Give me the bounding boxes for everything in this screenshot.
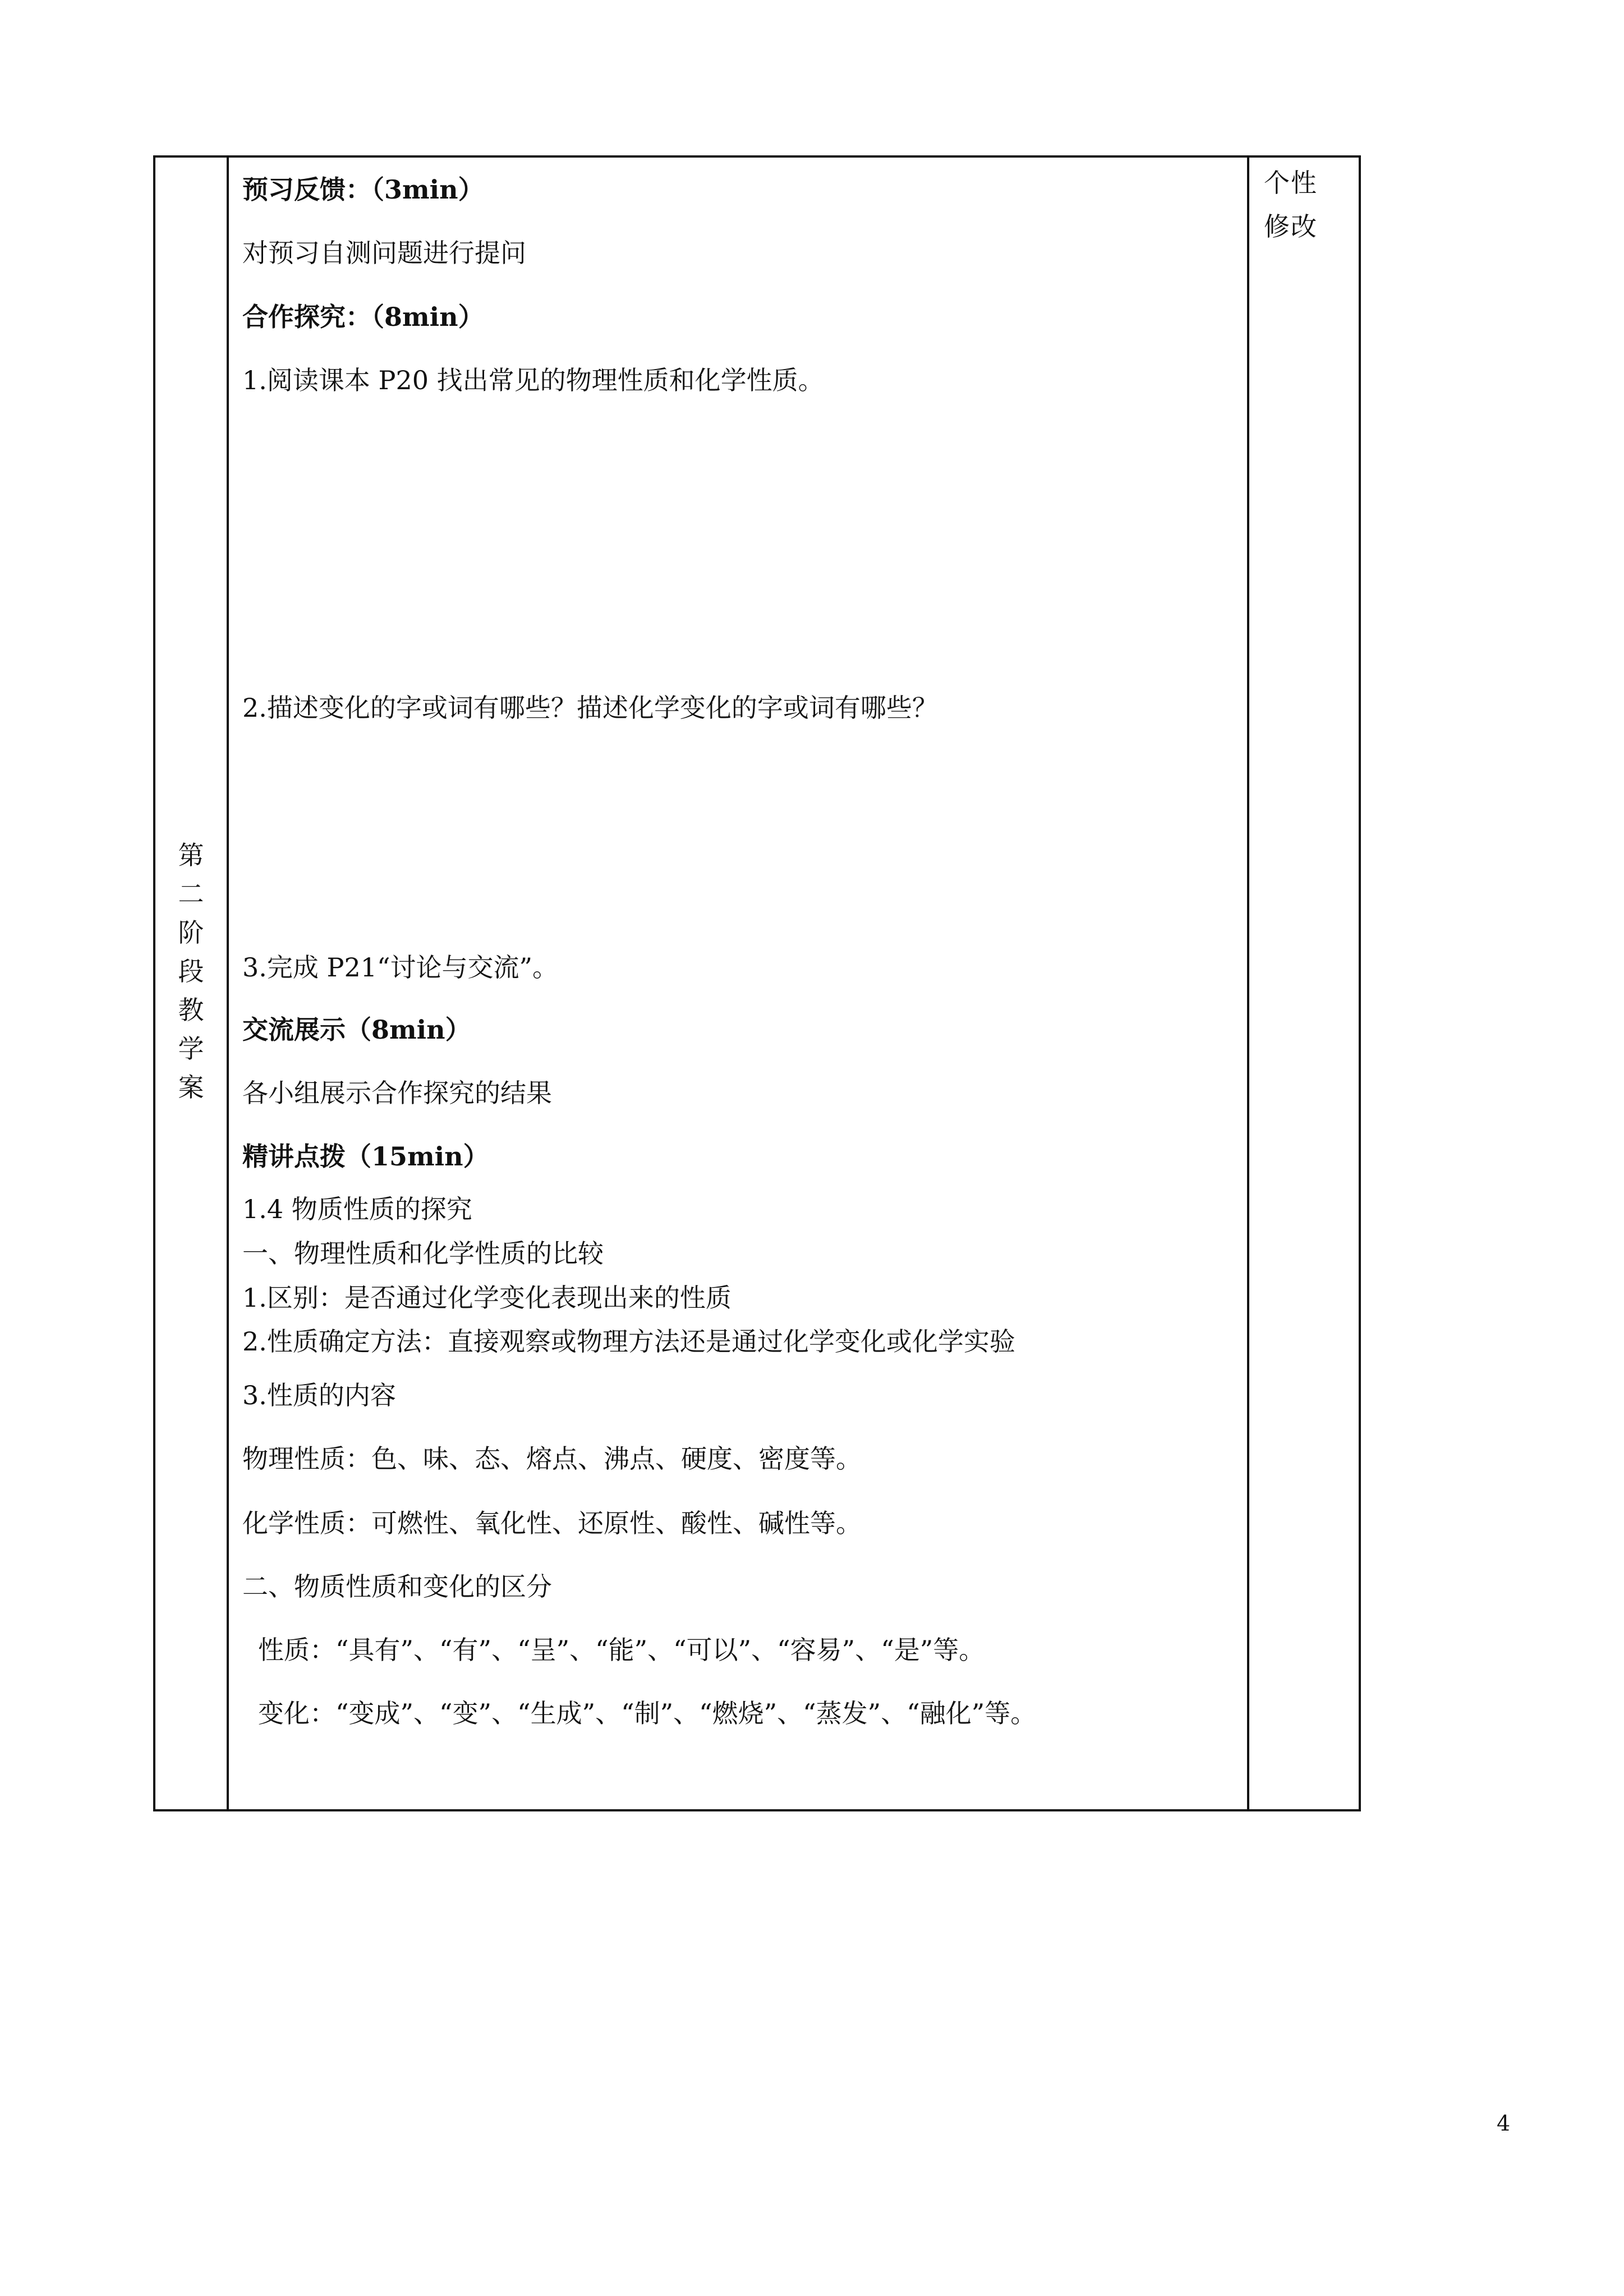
stage-label: [155, 836, 227, 1107]
lecture-line: 化学性质：可燃性、氧化性、还原性、酸性、碱性等。: [242, 1508, 862, 1538]
exchange-heading: 交流展示（8min）: [242, 1015, 471, 1045]
stage-column: [155, 158, 229, 1809]
notes-label-line: 修改: [1264, 211, 1318, 242]
lecture-heading: 精讲点拨（15min）: [242, 1141, 489, 1172]
lecture-line: 变化：“变成”、“变”、“生成”、“制”、“燃烧”、“蒸发”、“融化”等。: [258, 1698, 1037, 1728]
notes-column: [1247, 158, 1359, 1809]
cooperative-heading: 合作探究：（8min）: [242, 302, 484, 332]
exchange-text: 各小组展示合作探究的结果: [242, 1078, 552, 1108]
stage-label-char: 第: [178, 840, 204, 870]
lecture-line: 3.性质的内容: [242, 1380, 396, 1410]
preview-feedback-heading: 预习反馈：（3min）: [242, 174, 484, 205]
lecture-line: 物理性质：色、味、态、熔点、沸点、硬度、密度等。: [242, 1444, 862, 1474]
task-1: 1.阅读课本 P20 找出常见的物理性质和化学性质。: [242, 365, 824, 395]
page-number: 4: [1497, 2111, 1511, 2136]
lecture-line: 性质：“具有”、“有”、“呈”、“能”、“可以”、“容易”、“是”等。: [258, 1635, 985, 1665]
stage-label-char: 学: [178, 1034, 204, 1064]
stage-label-char: 二: [178, 879, 204, 909]
lecture-line: 二、物质性质和变化的区分: [242, 1571, 552, 1602]
stage-label-char: 教: [178, 995, 204, 1025]
preview-feedback-text: 对预习自测问题进行提问: [242, 238, 526, 268]
notes-label: [1264, 161, 1354, 248]
lecture-line: 1.4 物质性质的探究: [242, 1194, 472, 1224]
stage-label-char: 案: [178, 1072, 204, 1103]
lecture-line: 2.性质确定方法：直接观察或物理方法还是通过化学变化或化学实验: [242, 1326, 1015, 1357]
lecture-line: 1.区别：是否通过化学变化表现出来的性质: [242, 1283, 732, 1313]
task-3: 3.完成 P21“讨论与交流”。: [242, 952, 559, 983]
stage-label-char: 阶: [178, 918, 204, 948]
stage-label-char: 段: [178, 956, 204, 986]
lesson-plan-table: [153, 155, 1361, 1811]
task-2: 2.描述变化的字或词有哪些？描述化学变化的字或词有哪些？: [242, 693, 938, 723]
notes-label-line: 个性: [1264, 168, 1318, 198]
lecture-line: 一、物理性质和化学性质的比较: [242, 1238, 604, 1269]
